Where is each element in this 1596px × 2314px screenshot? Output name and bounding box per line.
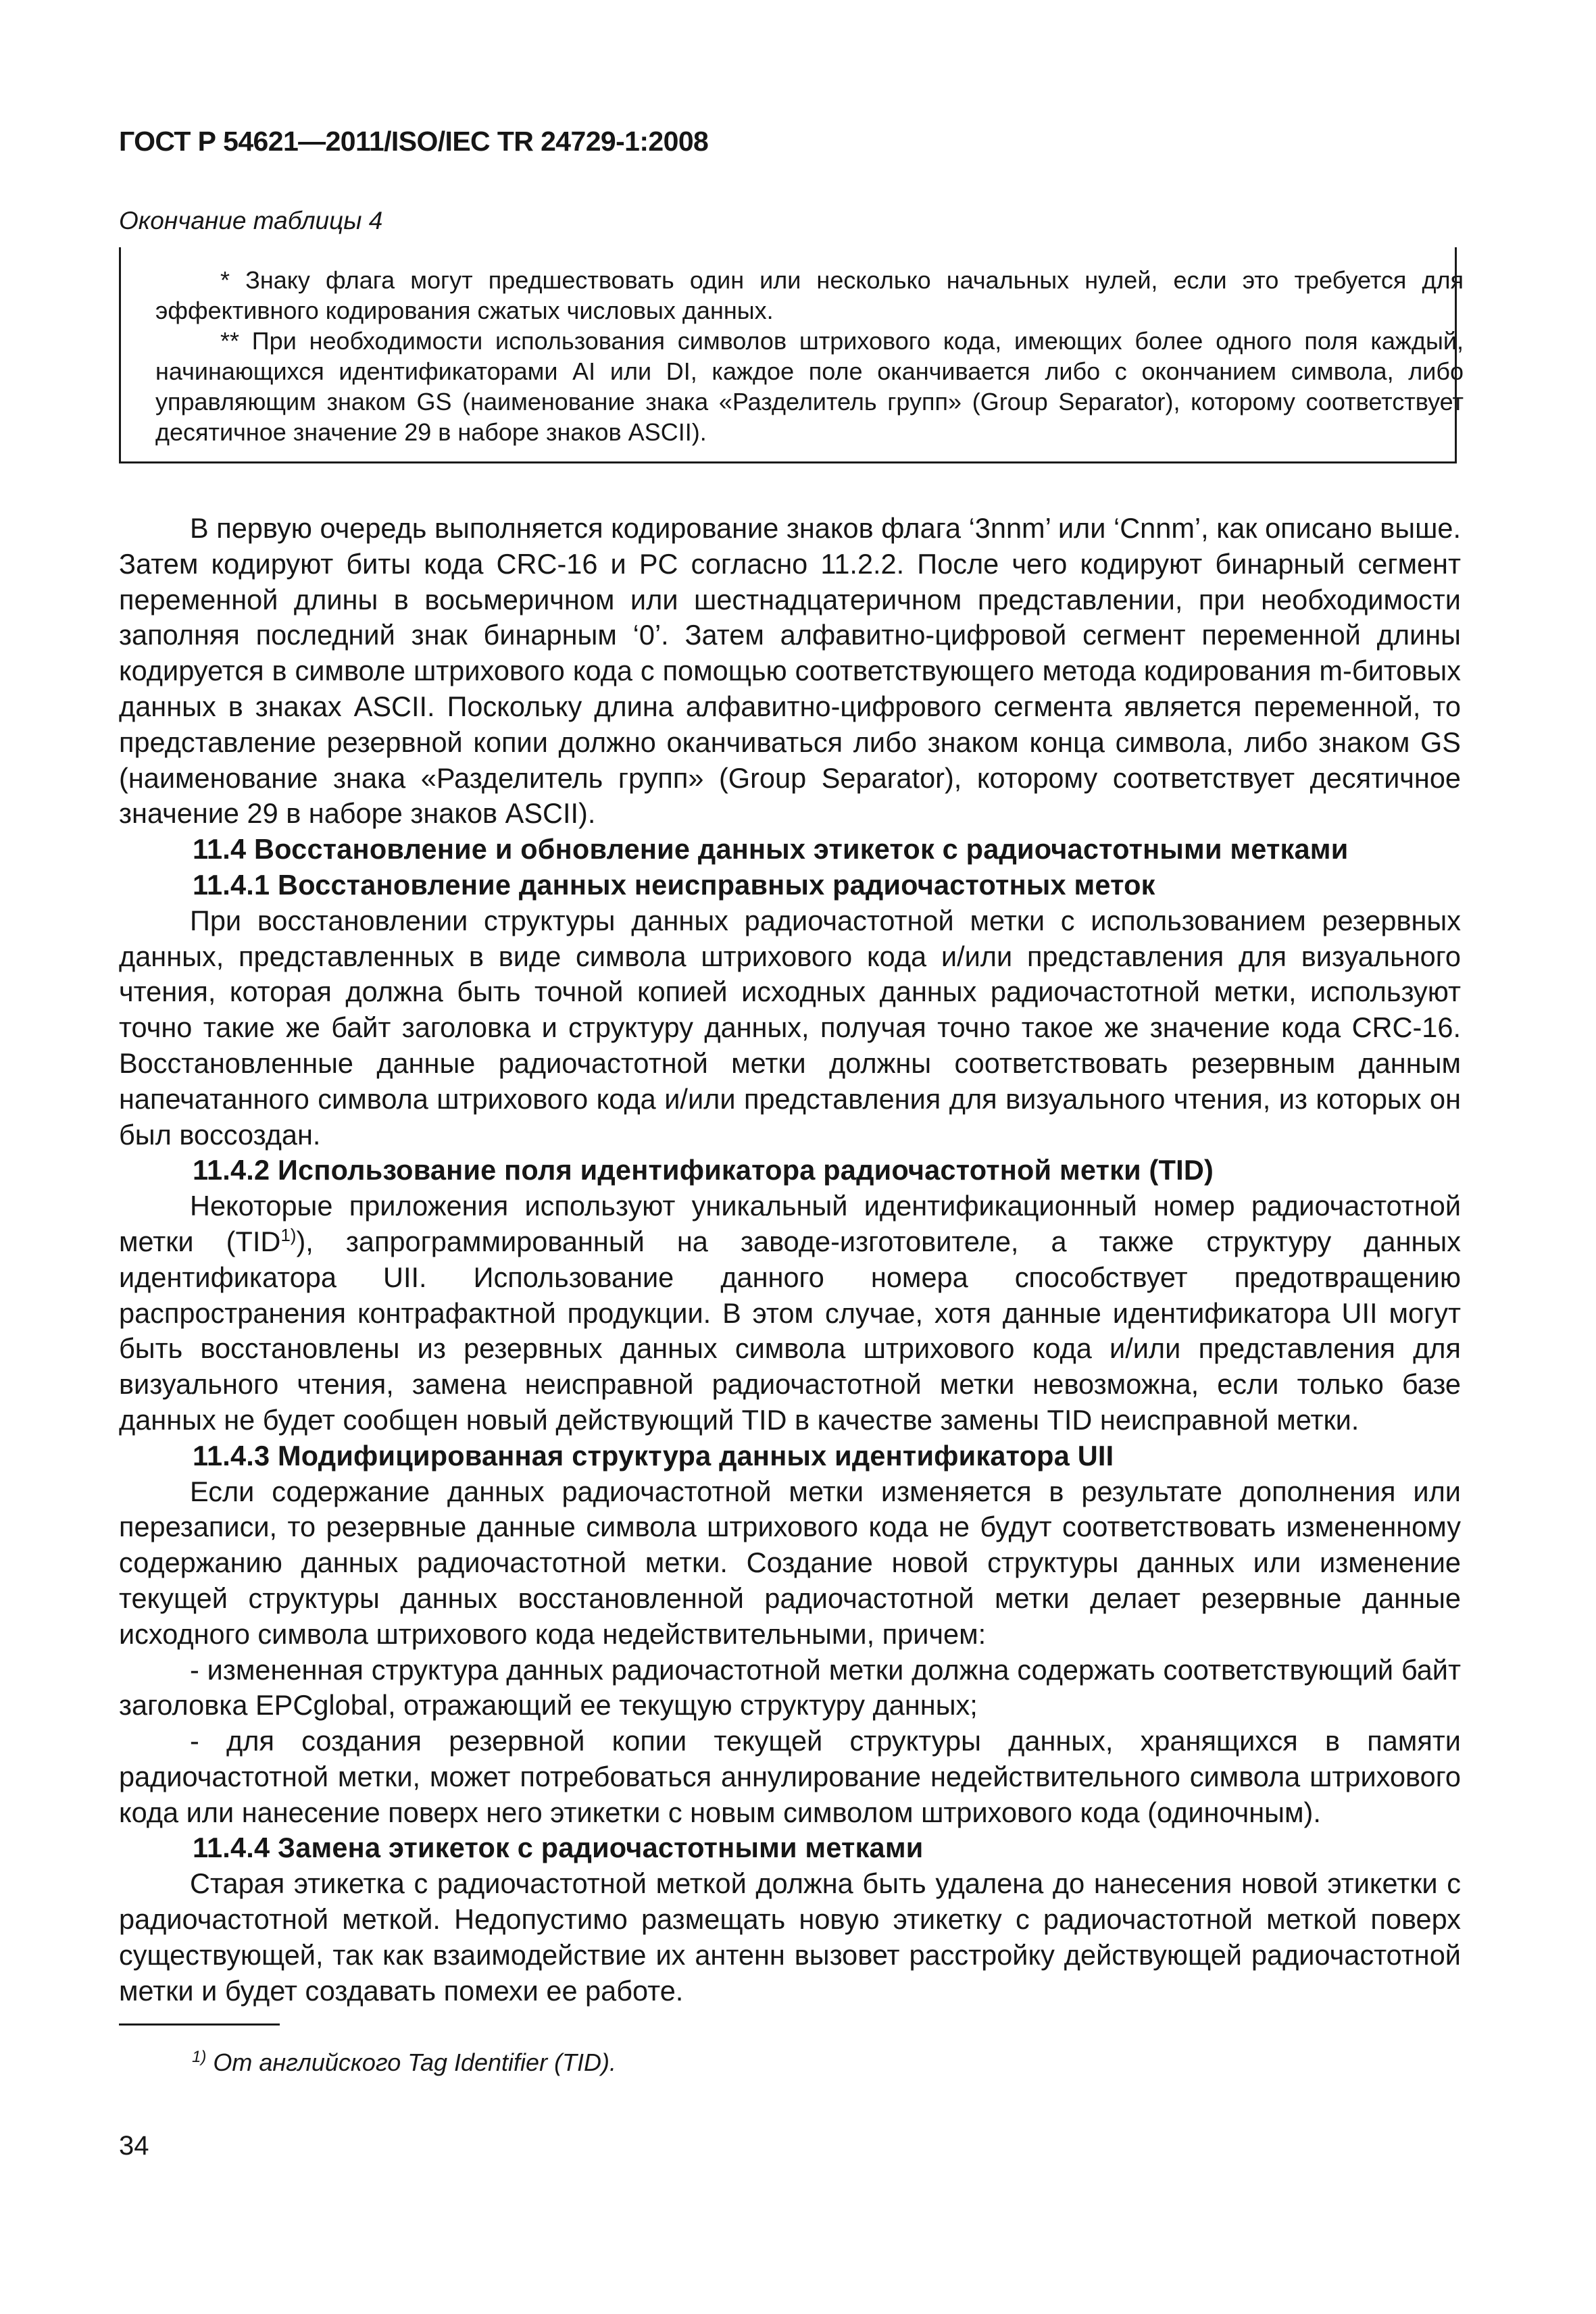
- footnote-text: От английского Tag Identifier (TID).: [206, 2048, 617, 2076]
- heading-11-4: 11.4 Восстановление и обновление данных этикеток с радиочастотными метками: [193, 833, 1349, 865]
- paragraph-11-4-3: Если содержание данных радиочастотной метки изменяется в результате дополнения или перезаписи, то резервные данные символа штрихового кода не будут соответствовать измененному содержанию данных радиочастотной метки. Создание новой структуры данных или изменение текущей структуры данных восстановленной радиочастотной метки делает резервные данные исходного символа штрихового кода недействительными, причем:: [119, 1475, 1461, 1650]
- table-note-1: * Знаку флага могут предшествовать один или несколько начальных нулей, если это требуется для эффективного кодирования сжатых числовых данных.: [155, 266, 1464, 324]
- footnote-marker: 1): [192, 2048, 207, 2066]
- table-note-2: ** При необходимости использования символов штрихового кода, имеющих более одного поля каждый, начинающихся идентификаторами AI или DI, каждое поле оканчивается либо с окончанием символа, либо управляющим знаком GS (наименование знака «Разделитель групп» (Group Separator), которому соответствует десятичное значение 29 в наборе знаков ASCII).: [155, 327, 1464, 446]
- list-item: - для создания резервной копии текущей структуры данных, хранящихся в памяти радиочастотной метки, может потребоваться аннулирование недействительного символа штрихового кода или нанесение поверх него этикетки с новым символом штрихового кода (одиночным).: [119, 1725, 1461, 1828]
- intro-paragraph: В первую очередь выполняется кодирование знаков флага ‘3nnm’ или ‘Cnnm’, как описано выше. Затем кодируют биты кода CRC-16 и PC согласно 11.2.2. После чего кодируют бинарный сегмент переменной длины в восьмеричном или шестнадцатеричном представлении, при необходимости заполняя последний знак бинарным ‘0’. Затем алфавитно-цифровой сегмент переменной длины кодируется в символе штрихового кода с помощью соответствующего метода кодирования m-битовых данных в знаках ASCII. Поскольку длина алфавитно-цифрового сегмента является переменной, то представление резервной копии должно оканчиваться либо знаком конца символа, либо знаком GS (наименование знака «Разделитель групп» (Group Separator), которому соответствует десятичное значение 29 в наборе знаков ASCII).: [119, 512, 1461, 830]
- paragraph-11-4-4: Старая этикетка с радиочастотной меткой должна быть удалена до нанесения новой этикетки с радиочастотной меткой. Недопустимо размещать новую этикетку с радиочастотной меткой поверх существующей, так как взаимодействие их антенн вызовет расстройку действующей радиочастотной метки и будет создавать помехи ее работе.: [119, 1867, 1461, 2007]
- heading-11-4-3: 11.4.3 Модифицированная структура данных идентификатора UII: [193, 1439, 1114, 1472]
- footnote: [192, 2048, 616, 2077]
- heading-11-4-1: 11.4.1 Восстановление данных неисправных радиочастотных меток: [193, 868, 1155, 901]
- footnote-separator: [119, 2023, 280, 2026]
- footnote-reference[interactable]: 1): [280, 1225, 297, 1246]
- heading-11-4-2: 11.4.2 Использование поля идентификатора радиочастотной метки (TID): [193, 1154, 1214, 1186]
- table-caption: Окончание таблицы 4: [119, 207, 383, 234]
- heading-11-4-4: 11.4.4 Замена этикеток с радиочастотными метками: [193, 1832, 924, 1864]
- paragraph-11-4-2-start: Некоторые приложения используют уникальный идентификационный номер радиочастотной метки (TID: [119, 1190, 1461, 1257]
- paragraph-11-4-2-end: ), запрограммированный на заводе-изготовителе, а также структуру данных идентификатора UII. Использование данного номера способствует предотвращению распространения контрафактной продукции. В этом случае, хотя данные идентификатора UII могут быть восстановлены из резервных данных символа штрихового кода и/или представления для визуального чтения, замена неисправной радиочастотной метки невозможна, если только базе данных не будет сообщен новый действующий TID в качестве замены TID неисправной метки.: [119, 1225, 1462, 1436]
- paragraph-11-4-2: [119, 1188, 1461, 1438]
- paragraph-11-4-1: При восстановлении структуры данных радиочастотной метки с использованием резервных данных, представленных в виде символа штрихового кода и/или представления для визуального чтения, которая должна быть точной копией исходных данных радиочастотной метки, используют точно такие же байт заголовка и структуру данных, получая точно такое же значение кода CRC-16. Восстановленные данные радиочастотной метки должны соответствовать резервным данным напечатанного символа штрихового кода и/или представления для визуального чтения, из которых он был воссоздан.: [119, 904, 1461, 1151]
- body-text: [119, 511, 1461, 2009]
- page-number: 34: [119, 2131, 149, 2161]
- list-item: - измененная структура данных радиочастотной метки должна содержать соответствующий байт заголовка EPCglobal, отражающий ее текущую структуру данных;: [119, 1653, 1461, 1721]
- running-head: ГОСТ Р 54621—2011/ISO/IEC TR 24729-1:2008: [119, 126, 709, 157]
